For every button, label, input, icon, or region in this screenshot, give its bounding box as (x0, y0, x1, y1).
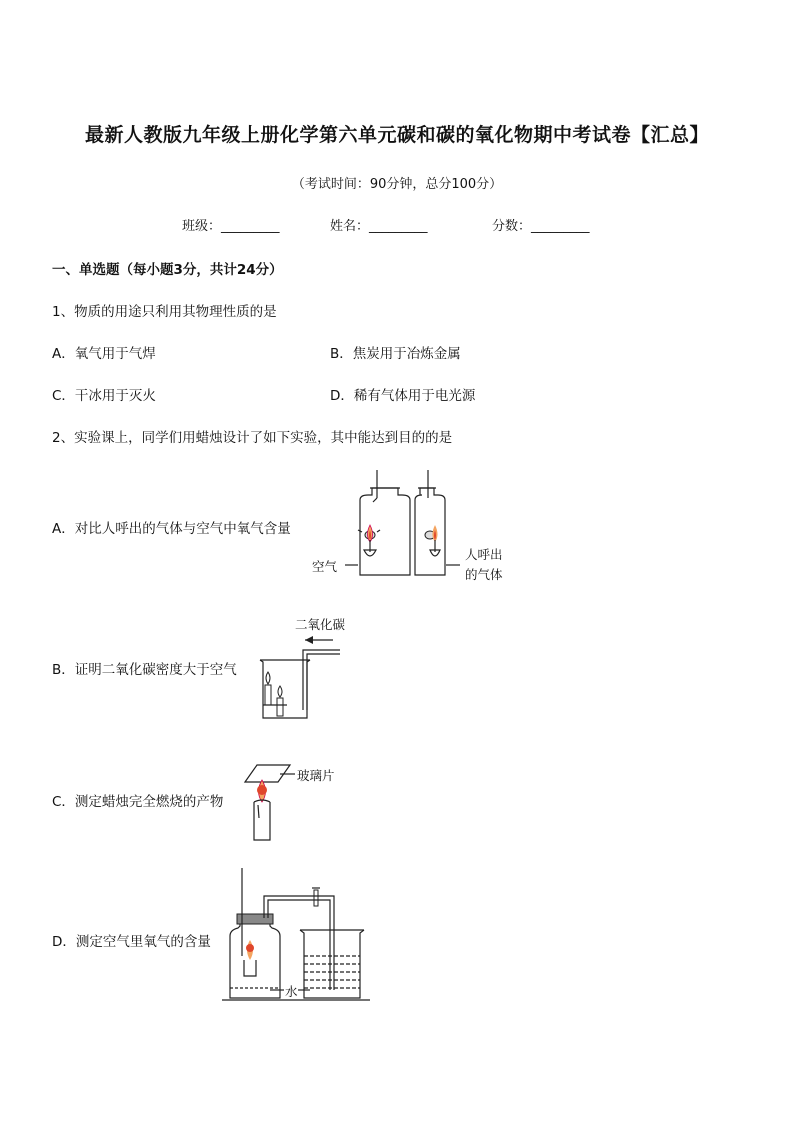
label-co2: 二氧化碳 (295, 617, 346, 632)
q2-option-a: A．对比人呼出的气体与空气中氧气含量 (52, 521, 291, 537)
question-2-stem: 2、实验课上，同学们用蜡烛设计了如下实验，其中能达到目的的是 (52, 430, 453, 446)
label-glass-plate: 玻璃片 (297, 768, 335, 783)
name-field: 姓名：_________ (330, 219, 428, 234)
q2-option-c: C．测定蜡烛完全燃烧的产物 (52, 794, 224, 810)
q1-option-d: D．稀有气体用于电光源 (330, 388, 476, 404)
exam-subtitle: （考试时间：90分钟，总分100分） (291, 177, 503, 192)
section-heading: 一、单选题（每小题3分，共计24分） (52, 262, 283, 278)
label-water: 水 (285, 984, 298, 999)
page-title: 最新人教版九年级上册化学第六单元碳和碳的氧化物期中考试卷【汇总】 (84, 124, 709, 146)
candle-glass-figure (240, 760, 300, 845)
oxygen-content-figure (222, 868, 382, 1003)
bottles-figure (340, 470, 480, 585)
label-air: 空气 (312, 559, 338, 574)
q1-option-c: C．干冰用于灭火 (52, 388, 156, 404)
question-1-stem: 1、物质的用途只利用其物理性质的是 (52, 304, 277, 320)
class-field: 班级：_________ (182, 219, 280, 234)
beaker-co2-figure (255, 630, 345, 720)
q2-option-b: B．证明二氧化碳密度大于空气 (52, 662, 237, 678)
q2-option-d: D．测定空气里氧气的含量 (52, 934, 211, 950)
q1-option-a: A．氧气用于气焊 (52, 346, 156, 362)
label-exhaled-1: 人呼出 (465, 547, 503, 562)
q1-option-b: B．焦炭用于冶炼金属 (330, 346, 461, 362)
score-field: 分数：_________ (492, 219, 590, 234)
label-exhaled-2: 的气体 (465, 567, 503, 582)
